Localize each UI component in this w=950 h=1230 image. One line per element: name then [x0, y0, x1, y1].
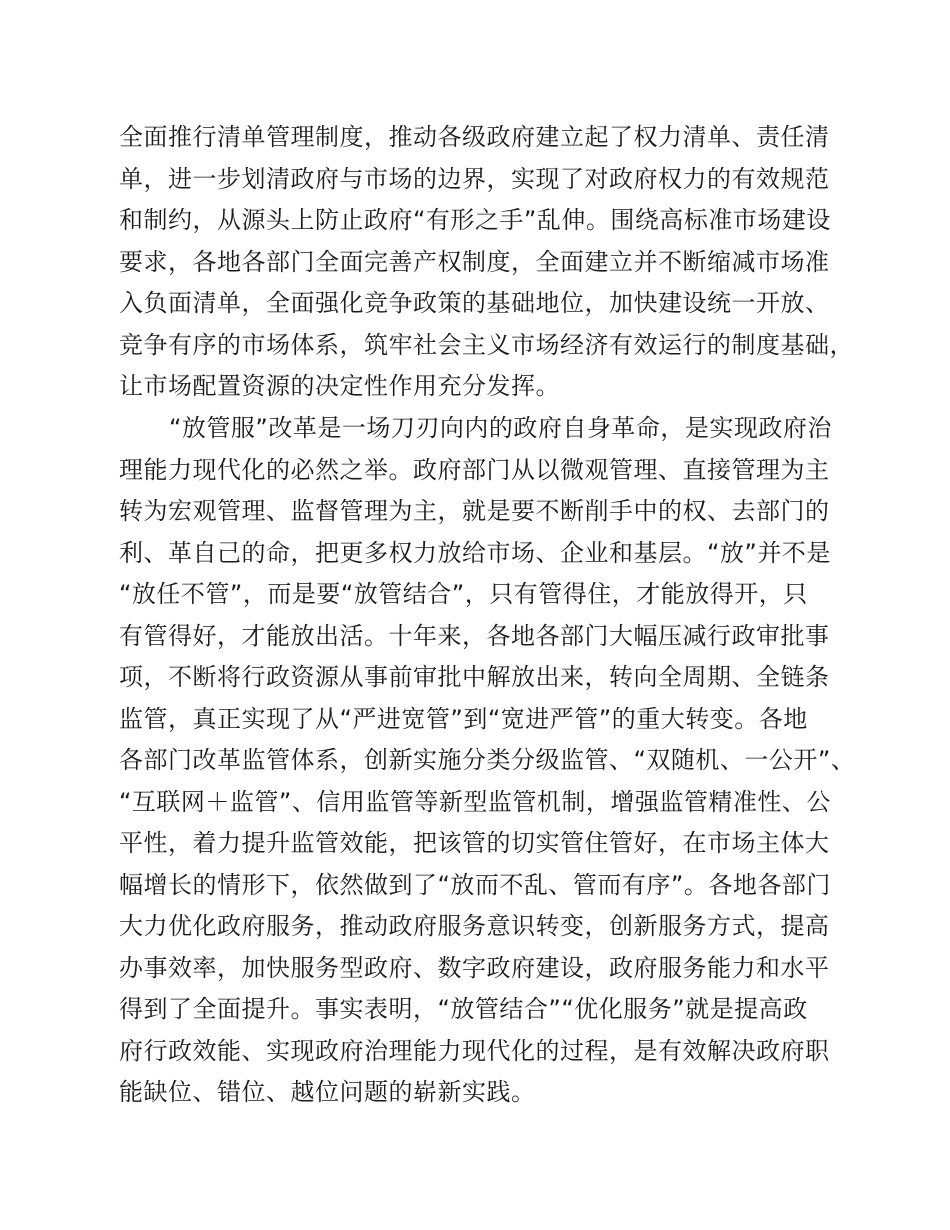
text-line: 得到了全面提升。事实表明，“放管结合”“优化服务”就是提高政 — [119, 995, 808, 1023]
text-line: 入负面清单，全面强化竞争政策的基础地位，加快建设统一开放、 — [119, 289, 830, 317]
text-line: 竞争有序的市场体系，筑牢社会主义市场经济有效运行的制度基础， — [119, 330, 854, 359]
text-line: 理能力现代化的必然之举。政府部门从以微观管理、直接管理为主 — [119, 455, 830, 484]
text-line: 单，进一步划清政府与市场的边界，实现了对政府权力的有效规范 — [119, 164, 830, 193]
text-line: “互联网＋监管”、信用监管等新型监管机制，增强监管精准性、公 — [119, 787, 831, 816]
paragraph-2 — [119, 408, 859, 1114]
text-line: 幅增长的情形下，依然做到了“放而不乱、管而有序”。各地各部门 — [119, 870, 831, 899]
paragraph-1 — [119, 117, 859, 408]
text-line: 利、革自己的命，把更多权力放给市场、企业和基层。“放”并不是 — [119, 538, 831, 567]
text-line: 让市场配置资源的决定性作用充分发挥。 — [119, 372, 560, 400]
text-line: 大力优化政府服务，推动政府服务意识转变，创新服务方式，提高 — [119, 912, 830, 940]
text-line: 平性，着力提升监管效能，把该管的切实管住管好，在市场主体大 — [119, 829, 830, 857]
text-line: 转为宏观管理、监督管理为主，就是要不断削手中的权、去部门的 — [119, 497, 830, 525]
text-line: 能缺位、错位、越位问题的崭新实践。 — [119, 1078, 536, 1106]
text-line: 有管得好，才能放出活。十年来，各地各部门大幅压减行政审批事 — [119, 621, 830, 650]
text-line: “放管服”改革是一场刀刃向内的政府自身革命，是实现政府治 — [169, 414, 832, 442]
text-line: 监管，真正实现了从“严进宽管”到“宽进严管”的重大转变。各地 — [119, 704, 808, 733]
text-line: 府行政效能、实现政府治理能力现代化的过程，是有效解决政府职 — [119, 1036, 830, 1065]
text-line: 全面推行清单管理制度，推动各级政府建立起了权力清单、责任清 — [119, 123, 830, 151]
text-line: “放任不管”，而是要“放管结合”，只有管得住，才能放得开，只 — [119, 580, 808, 608]
text-line: 要求，各地各部门全面完善产权制度，全面建立并不断缩减市场准 — [119, 247, 830, 276]
text-line: 项，不断将行政资源从事前审批中解放出来，转向全周期、全链条 — [119, 663, 830, 691]
text-line: 和制约，从源头上防止政府“有形之手”乱伸。围绕高标准市场建设 — [119, 206, 831, 234]
text-line: 办事效率，加快服务型政府、数字政府建设，政府服务能力和水平 — [119, 953, 830, 982]
text-line: 各部门改革监管体系，创新实施分类分级监管、“双随机、一公开”、 — [119, 746, 856, 774]
